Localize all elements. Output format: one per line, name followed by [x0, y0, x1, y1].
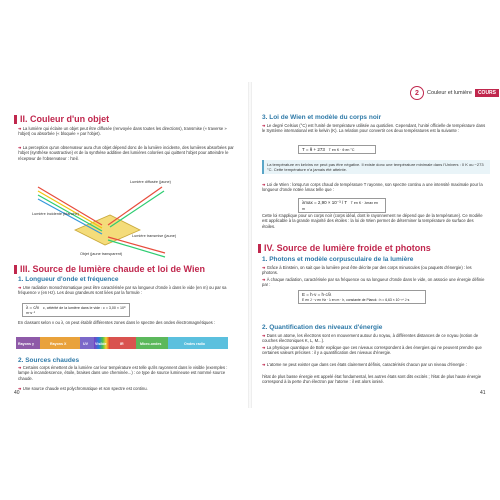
subheading-wien: 3. Loi de Wien et modèle du corps noir: [262, 114, 382, 121]
right-paragraph-7: ➜ La physique quantique de Bohr explique que ces niveaux correspondent à des énergies qui ne peuvent prendre que certaines valeurs précises : il y a quantification des niveaux d'énergie.: [262, 345, 482, 356]
arrow-icon: ➜: [262, 333, 266, 338]
incident-ray-red: [38, 187, 102, 225]
arrow-icon: ➜: [262, 362, 266, 367]
right-paragraph-6: ➜ Dans un atome, les électrons sont en mouvement autour du noyau, à différentes distances de ce noyau (notion de couches électroniques K, L, M...).: [262, 333, 479, 344]
arrow-icon: ➜: [18, 145, 22, 150]
page-number-left: 40: [14, 390, 20, 396]
arrow-icon: ➜: [262, 182, 266, 187]
arrow-icon: ➜: [18, 386, 22, 391]
label-transmitted: Lumière transmise (jaune): [132, 234, 177, 238]
chapter-header: [410, 86, 499, 100]
right-paragraph-5: ➜ À chaque radiation, caractérisée par sa fréquence ou sa longueur d'onde dans le vide, on associe une énergie définie par :: [262, 277, 485, 288]
yellow-object: [75, 215, 140, 245]
formula-kelvin: T = θ + 273 T en K · θ en °C: [298, 145, 376, 154]
diffused-ray-red: [108, 187, 162, 225]
band-label-3: Visible: [95, 342, 107, 346]
band-label-2: UV: [83, 342, 88, 346]
left-paragraph-5: ➜ Certains corps émettent de la lumière car leur température est telle qu'ils rayonnent dans le visible (exemples : lampe à incandescence, étoile, braises dans une cheminée...) : ce type de source lumineuse est nommé source chaude.: [18, 365, 228, 381]
heading-bar: [14, 115, 17, 124]
heading-bar: [14, 265, 17, 274]
arrow-icon: ➜: [18, 126, 22, 131]
left-paragraph-6: ➜ Une source chaude est polychromatique et son spectre est continu.: [18, 386, 148, 391]
arrow-icon: ➜: [262, 277, 266, 282]
page-number-right: 41: [480, 390, 486, 396]
band-label-6: Ondes radio: [184, 342, 205, 346]
subheading-photons: 1. Photons et modèle corpusculaire de la lumière: [262, 256, 414, 263]
chapter-title: Couleur et lumière: [427, 90, 472, 96]
subheading-energy-levels: 2. Quantification des niveaux d'énergie: [262, 324, 383, 331]
left-paragraph-4: En classant selon ν ou λ, on peut établir différentes zones dans le spectre des ondes électromagnétiques :: [18, 320, 216, 325]
chapter-number: 2: [410, 86, 424, 100]
arrow-icon: ➜: [262, 345, 266, 350]
right-paragraph-3: Cette loi s'applique pour un corps noir (corps idéal, dont le rayonnement ne dépend que de la température). Ce modèle est applicable à la grande majorité des étoiles : la loi de Wien permet de déterminer la température de surface des étoiles.: [262, 213, 483, 229]
em-spectrum: [16, 333, 231, 355]
diffused-ray-green: [110, 191, 164, 227]
arrow-icon: ➜: [18, 365, 22, 370]
band-label-1: Rayons X: [50, 342, 67, 346]
incident-ray-yellow: [38, 191, 102, 228]
label-diffused: Lumière diffusée (jaune): [130, 180, 171, 184]
arrow-icon: ➜: [262, 123, 266, 128]
transmitted-ray-red: [108, 237, 165, 253]
left-paragraph-2: ➜ La perception qu'un observateur aura d'un objet dépend donc de la lumière incidente, des lumières absorbées par l'objet (synthèse soustractive) et de la synthèse additive des lumières colorées qui quittent l'objet pour atteindre le récepteur de l'observateur : l'œil.: [18, 145, 234, 161]
subheading-hot-sources: 2. Sources chaudes: [18, 357, 80, 364]
band-label-0: Rayons γ: [18, 342, 34, 346]
left-paragraph-3: ➜ Une radiation monochromatique peut être caractérisée par sa longueur d'onde λ dans le vide (en m) ou par sa fréquence ν (en Hz). Les deux grandeurs sont liées par la formule :: [18, 285, 227, 296]
arrow-icon: ➜: [18, 285, 22, 290]
right-paragraph-2: ➜ Loi de Wien : lorsqu'un corps chaud de température T rayonne, son spectre continu a une intensité maximale pour la longueur d'onde notée λmax telle que :: [262, 182, 483, 193]
formula-wien: λmax = 2,90 × 10⁻³ / T T en K · λmax en m: [298, 198, 386, 213]
label-incident: Lumière incidente (blanche): [32, 212, 79, 216]
band-label-4: IR: [120, 342, 124, 346]
band-label-5: Micro-ondes: [140, 342, 162, 346]
left-paragraph-1: ➜ La lumière qui éclaire un objet peut être diffusée (renvoyée dans toutes les directions), transmise (« traverse » l'objet) ou absorbée (« bloquée » par l'objet).: [18, 126, 227, 137]
heading-bar: [258, 244, 261, 253]
section-heading-iv: IV. Source de lumière froide et photons: [258, 243, 431, 253]
arrow-icon: ➜: [262, 265, 266, 270]
right-paragraph-1: ➜ Le degré Celsius (°C) est l'unité de température utilisée au quotidien. Cependant, l'unité officielle de température dans le Système international est le kelvin (K). La relation pour convertir ces deux températures est la suivante :: [262, 123, 486, 134]
label-object: Objet (jaune transparent): [80, 252, 123, 256]
formula-wavelength: λ = c/ν c, célérité de la lumière dans le vide : c = 3,00 × 10⁸ m·s⁻¹: [22, 303, 130, 317]
book-gutter: [248, 82, 252, 408]
right-paragraph-9: l'état de plus basse énergie est appelé état fondamental, les autres états sont dits excités ; l'état de plus haute énergie correspond à la perte d'un électron par l'atome : il est alors ionisé.: [262, 374, 482, 385]
chapter-tag: COURS: [475, 89, 499, 97]
right-paragraph-4: ➜ Grâce à Einstein, on sait que la lumière peut être décrite par des corps minuscules (ou paquets d'énergie) : les photons.: [262, 265, 472, 276]
light-object-diagram: [30, 175, 180, 260]
section-heading-ii: II. Couleur d'un objet: [14, 114, 109, 124]
section-heading-iii: III. Source de lumière chaude et loi de Wien: [14, 264, 205, 274]
subheading-wavelength: 1. Longueur d'onde et fréquence: [18, 276, 119, 283]
formula-photon-energy: E = h·ν = h·c/λ E en J · ν en Hz · λ en m · h, constante de Planck : h = 6,63 × 10⁻³⁴ J·s: [298, 290, 426, 304]
kelvin-note: La température en kelvins ne peut pas être négative. Il existe donc une température minimale dans l'Univers : 0 K ou −273 °C. Cette température n'a jamais été atteinte.: [262, 160, 490, 174]
incident-ray-blue: [38, 199, 102, 234]
right-paragraph-8: ➜ L'atome ne peut exister que dans ces états clairement définis, caractérisés chacun par un niveau d'énergie :: [262, 362, 467, 367]
